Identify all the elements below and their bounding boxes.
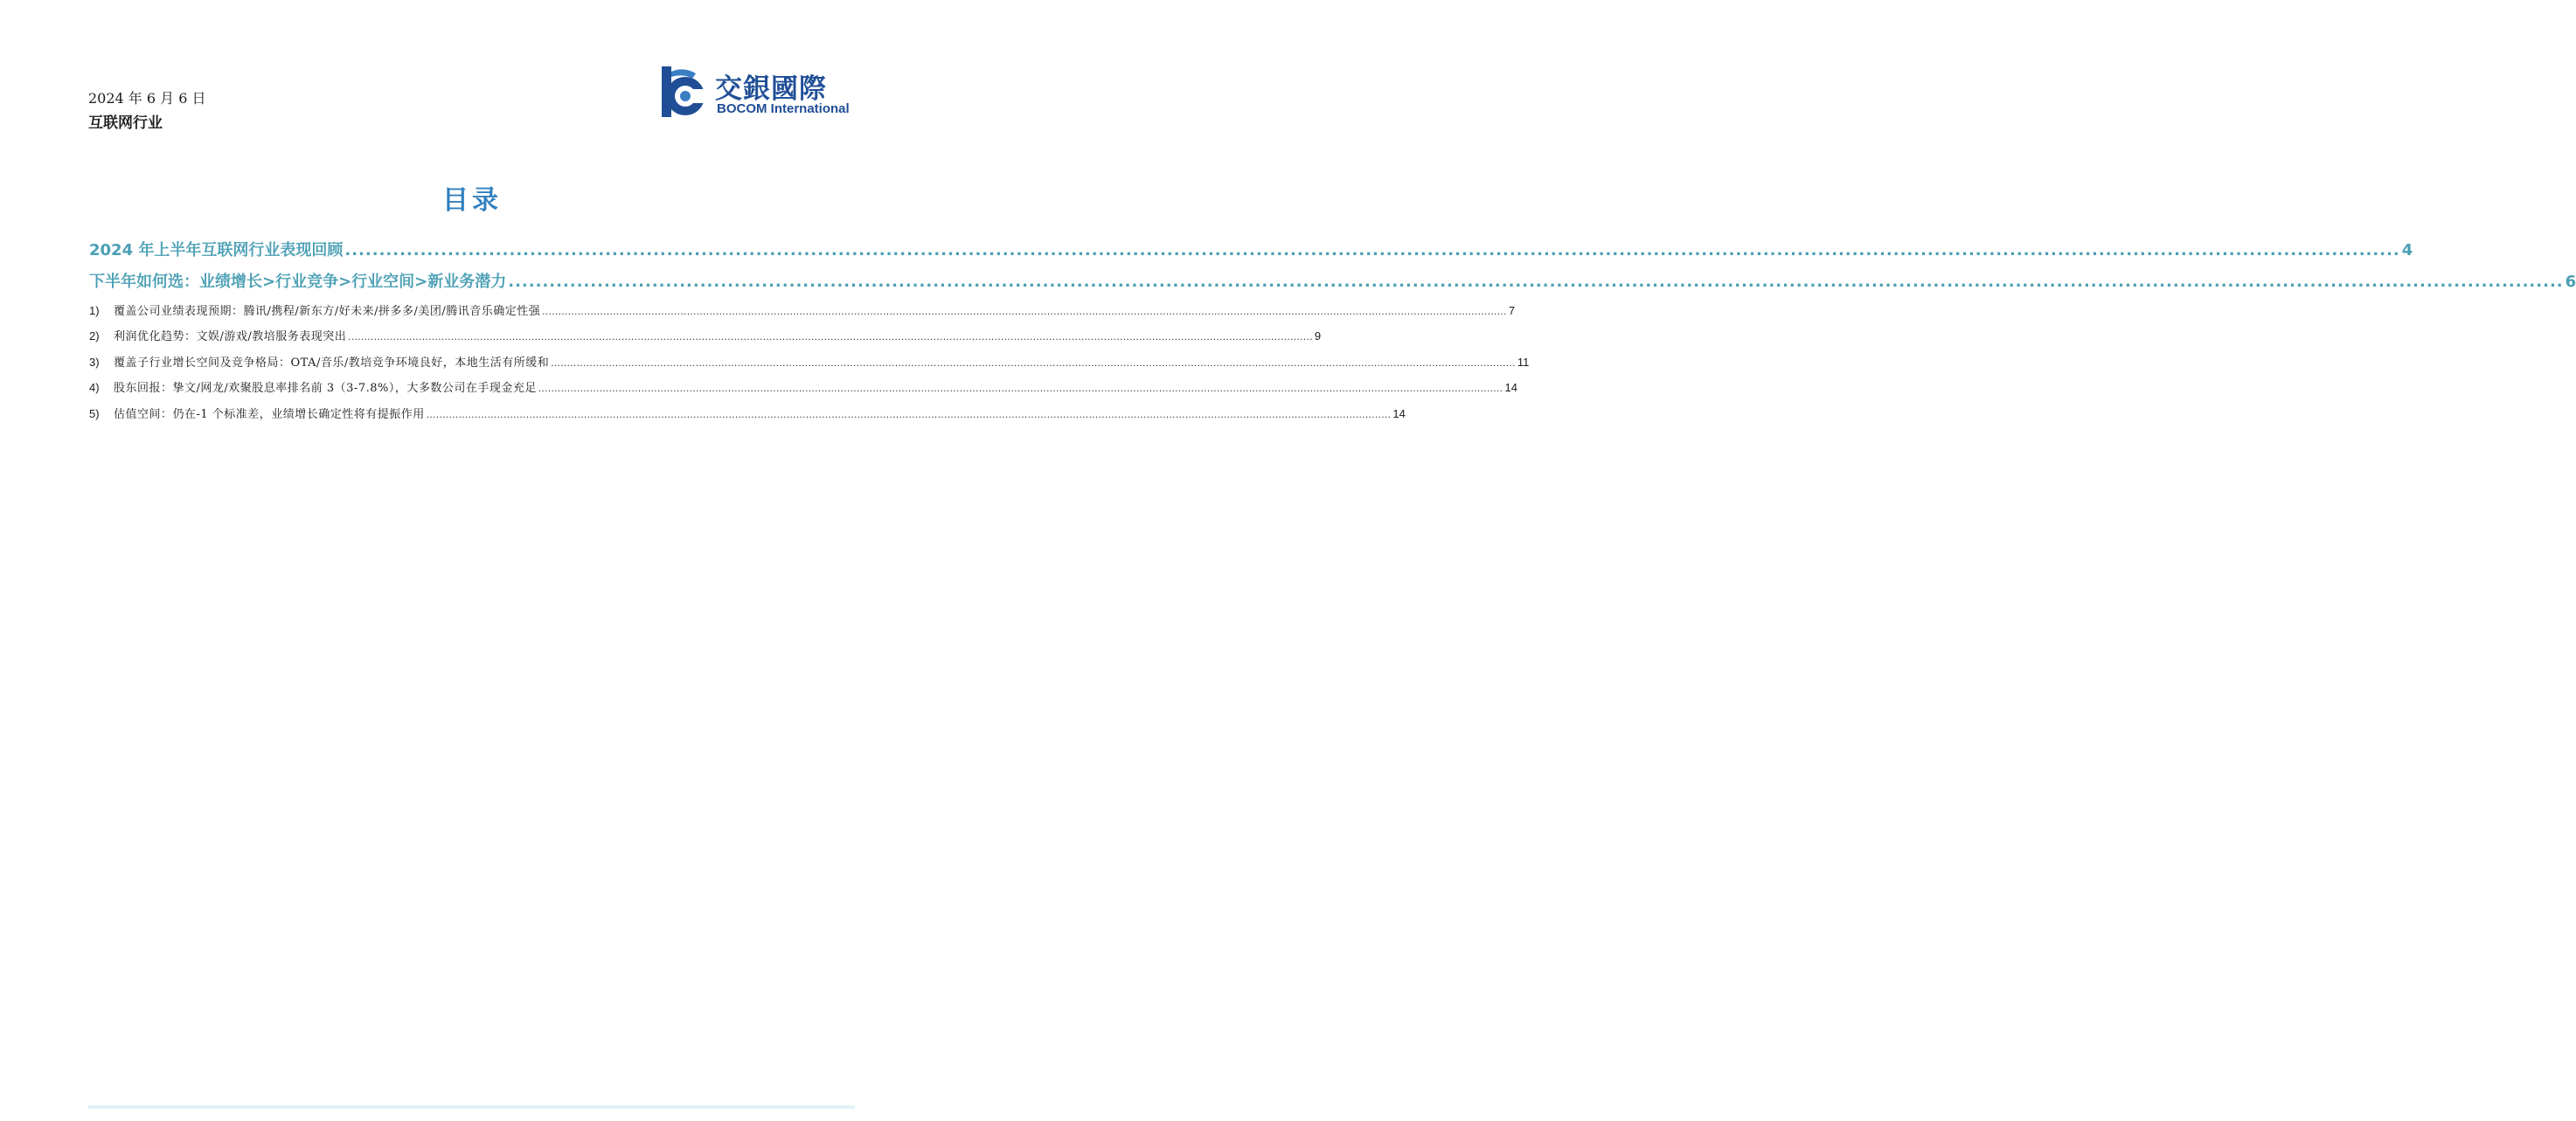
toc-entry-title: 下半年如何选：业绩增长>行业竞争>行业空间>新业务潜力 [89,273,507,291]
bocom-logo-icon [657,63,710,121]
report-date: 2024 年 6 月 6 日 [88,90,206,107]
toc-sub-entry[interactable] [89,405,1406,421]
toc-sub-entry[interactable] [89,301,1516,318]
toc-entry-number: 2) [89,329,100,343]
toc-entry-title: 2024 年上半年互联网行业表现回顾 [89,241,344,259]
toc-entry-title: 覆盖子行业增长空间及竞争格局：OTA/音乐/教培竞争环境良好，本地生活有所缓和 [114,356,550,370]
toc-entry-title: 估值空间：仍在-1 个标准差，业绩增长确定性将有提振作用 [114,408,425,421]
toc-leader-dots: ............................................................................................................................................................................................................................................................................................................ [542,308,1507,317]
toc-leader-dots: ............................................................................................................................................................................................................................................................................................................ [538,384,1503,394]
toc-entry-page: 14 [1392,407,1406,420]
toc-entry-number: 4) [89,381,100,394]
toc-sub-entry[interactable] [89,378,1517,395]
toc-entry-page: 7 [1508,304,1516,317]
toc-sub-entry[interactable] [89,353,1530,370]
toc-entry-page: 6 [2565,273,2576,291]
toc-entry-title: 覆盖公司业绩表现预期：腾讯/携程/新东方/好未来/拼多多/美团/腾讯音乐确定性强 [114,305,541,318]
logo-english-name: BOCOM International [717,101,850,116]
toc-main-entry[interactable] [89,238,2413,260]
toc-leader-dots: ............................................................................................................................................................................................................................................................................................................ [551,359,1516,369]
toc-leader-dots: ............................................................................................................................................................................................................................................................................................................ [426,411,1392,420]
toc-title: 目录 [442,185,502,216]
footer-divider [88,1105,855,1109]
logo-chinese-name: 交銀國際 [715,73,827,105]
toc-entry-number: 3) [89,356,100,369]
toc-entry-title: 股东回报：挚文/网龙/欢聚股息率排名前 3（3-7.8%），大多数公司在手现金充足 [114,382,537,395]
bocom-international-logo [657,63,857,121]
toc-entry-page: 4 [2401,241,2413,259]
toc-leader-dots: ............................................................................................................................................................................................................................................................................................................ [344,241,2400,259]
toc-entry-number: 5) [89,407,100,420]
toc-leader-dots: ............................................................................................................................................................................................................................................................................................................ [348,333,1313,343]
industry-name: 互联网行业 [88,114,163,132]
toc-entry-page: 9 [1314,329,1322,343]
toc-entry-page: 11 [1517,356,1530,369]
toc-entry-page: 14 [1504,381,1517,394]
toc-entry-number: 1) [89,304,100,317]
toc-leader-dots: ............................................................................................................................................................................................................................................................................................................ [508,273,2564,291]
toc-sub-entry[interactable] [89,327,1322,343]
toc-entry-title: 利润优化趋势：文娱/游戏/教培服务表现突出 [114,330,347,343]
toc-main-entry[interactable] [89,269,2576,292]
